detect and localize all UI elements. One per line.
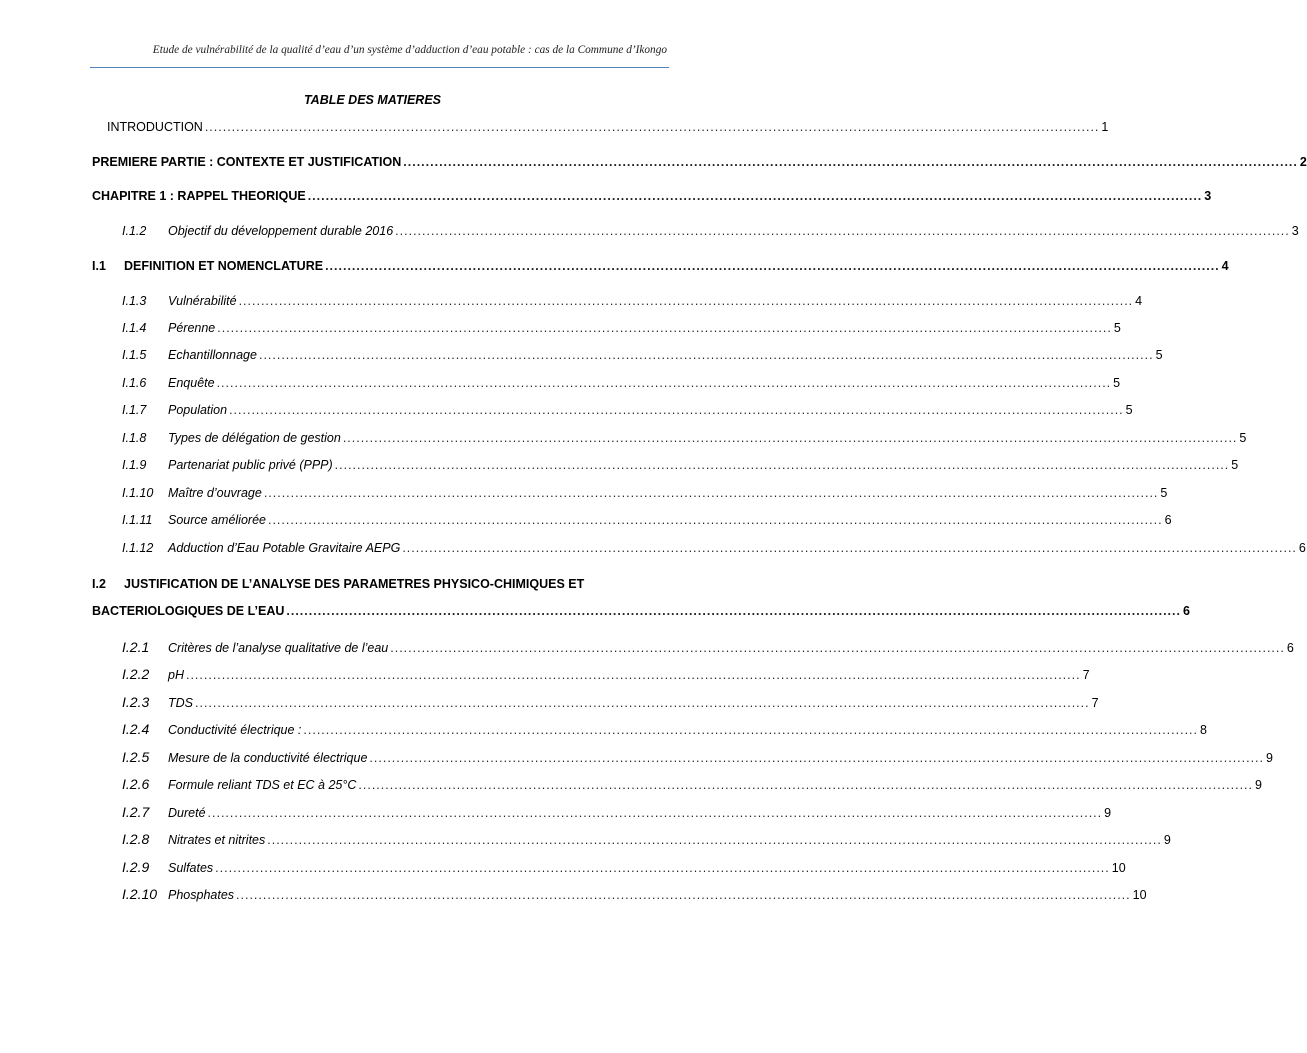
leader-dots: ........................................................................................................................................................................................................	[258, 348, 1154, 362]
toc-entry[interactable]	[122, 431, 1247, 449]
toc-entry-page: 5	[1155, 348, 1163, 362]
toc-entry-page: 2	[1299, 155, 1307, 169]
toc-entry-label: Pérenne	[168, 321, 216, 335]
leader-dots: ........................................................................................................................................................................................................	[267, 833, 1162, 847]
toc-entry-page: 6	[1286, 641, 1294, 655]
leader-dots: ........................................................................................................................................................................................................	[358, 778, 1253, 792]
leader-dots: ........................................................................................................................................................................................................	[402, 541, 1297, 555]
toc-entry-label: Vulnérabilité	[168, 294, 237, 308]
toc-entry-section-i2-line2[interactable]	[92, 604, 1190, 622]
toc-entry-label: Nitrates et nitrites	[168, 833, 266, 847]
toc-entry-label: Echantillonnage	[168, 348, 257, 362]
toc-entry-introduction[interactable]	[107, 120, 1109, 138]
toc-entry-number: I.1.6	[122, 376, 147, 390]
toc-entry[interactable]	[122, 541, 1306, 559]
toc-entry-number: I.1.8	[122, 431, 147, 445]
toc-entry-number: I.2.2	[122, 666, 150, 682]
toc-entry-label: DEFINITION ET NOMENCLATURE	[124, 259, 324, 273]
toc-entry-page: 5	[1113, 376, 1121, 390]
toc-entry-label: Critères de l’analyse qualitative de l’eau	[168, 641, 389, 655]
toc-entry-page: 9	[1163, 833, 1171, 847]
toc-entry-number: I.1.2	[122, 224, 147, 238]
toc-entry-number: I.1.7	[122, 403, 147, 417]
toc-entry-label: pH	[168, 668, 184, 682]
toc-entry[interactable]	[122, 513, 1172, 531]
toc-entry-page: 5	[1160, 486, 1168, 500]
toc-entry-page: 9	[1104, 806, 1112, 820]
leader-dots: ........................................................................................................................................................................................................	[307, 189, 1203, 203]
toc-entry-label: Phosphates	[168, 888, 235, 902]
toc-title: TABLE DES MATIERES	[303, 93, 442, 107]
leader-dots: ........................................................................................................................................................................................................	[267, 513, 1163, 527]
toc-entry-label: Enquête	[168, 376, 215, 390]
toc-entry-page: 3	[1291, 224, 1299, 238]
toc-entry-label: CHAPITRE 1 : RAPPEL THEORIQUE	[92, 189, 306, 203]
leader-dots: ........................................................................................................................................................................................................	[334, 458, 1230, 472]
toc-entry-page: 5	[1231, 458, 1239, 472]
toc-entry-number: I.1.3	[122, 294, 147, 308]
toc-entry-number: I.2.4	[122, 721, 150, 737]
toc-entry-page: 6	[1164, 513, 1172, 527]
toc-entry-section-i1[interactable]	[92, 259, 1229, 277]
toc-entry[interactable]	[122, 859, 1126, 877]
running-header: Etude de vulnérabilité de la qualité d’eau d’un système d’adduction d’eau potable : cas de la Commune d’Ikongo	[152, 44, 667, 56]
toc-entry-number: I.2.10	[122, 886, 158, 902]
toc-entry-number: I.1.10	[122, 486, 154, 500]
leader-dots: ........................................................................................................................................................................................................	[303, 723, 1198, 737]
leader-dots: ........................................................................................................................................................................................................	[229, 403, 1124, 417]
toc-entry-label: Dureté	[168, 806, 206, 820]
toc-entry[interactable]	[122, 804, 1112, 822]
toc-entry-page: 7	[1082, 668, 1090, 682]
toc-entry-number: I.2.8	[122, 831, 150, 847]
toc-entry-label: Formule reliant TDS et EC à 25°C	[168, 778, 357, 792]
toc-entry-label: BACTERIOLOGIQUES DE L’EAU	[92, 604, 285, 618]
toc-entry-page: 9	[1266, 751, 1273, 765]
leader-dots: ........................................................................................................................................................................................................	[390, 641, 1285, 655]
toc-entry-label: Sulfates	[168, 861, 214, 875]
header-rule	[90, 67, 669, 68]
leader-dots: ........................................................................................................................................................................................................	[395, 224, 1290, 238]
toc-entry-page: 7	[1091, 696, 1099, 710]
toc-entry-number: I.1.11	[122, 513, 153, 527]
toc-entry[interactable]	[122, 776, 1262, 794]
toc-entry-page: 6	[1298, 541, 1306, 555]
toc-entry-page: 3	[1204, 189, 1212, 203]
leader-dots: ........................................................................................................................................................................................................	[263, 486, 1159, 500]
toc-entry-number: I.2.7	[122, 804, 150, 820]
toc-entry-page: 5	[1239, 431, 1247, 445]
toc-entry-page: 4	[1135, 294, 1143, 308]
toc-entry-number: I.2.9	[122, 859, 150, 875]
toc-entry-page: 4	[1221, 259, 1229, 273]
toc-entry[interactable]	[122, 749, 1273, 767]
toc-entry-page: 10	[1132, 888, 1147, 902]
toc-entry-number: I.2.1	[122, 639, 150, 655]
toc-entry-part1[interactable]	[92, 155, 1307, 173]
leader-dots: ........................................................................................................................................................................................................	[207, 806, 1103, 820]
toc-entry[interactable]	[122, 376, 1121, 394]
toc-entry-page: 6	[1182, 604, 1190, 618]
toc-entry[interactable]	[122, 294, 1143, 312]
toc-entry-label: Population	[168, 403, 228, 417]
toc-entry[interactable]	[122, 886, 1147, 904]
toc-entry-label: INTRODUCTION	[107, 120, 203, 134]
leader-dots: ........................................................................................................................................................................................................	[369, 751, 1265, 765]
toc-entry-label: Source améliorée	[168, 513, 266, 527]
toc-entry[interactable]	[122, 321, 1121, 339]
leader-dots: ........................................................................................................................................................................................................	[217, 321, 1112, 335]
toc-entry-label: TDS	[168, 696, 193, 710]
toc-entry[interactable]	[122, 348, 1163, 366]
toc-entry-chapter1[interactable]	[92, 189, 1212, 207]
toc-entry[interactable]	[122, 666, 1090, 684]
toc-entry[interactable]	[122, 639, 1294, 657]
toc-entry-number: I.2.5	[122, 749, 150, 765]
toc-entry[interactable]	[122, 694, 1099, 712]
toc-entry-number: I.2.6	[122, 776, 150, 792]
toc-entry-page: 9	[1255, 778, 1262, 792]
leader-dots: ........................................................................................................................................................................................................	[216, 376, 1112, 390]
leader-dots: ........................................................................................................................................................................................................	[204, 120, 1100, 134]
toc-entry-label: Adduction d’Eau Potable Gravitaire AEPG	[168, 541, 401, 555]
toc-entry[interactable]	[122, 403, 1133, 421]
toc-entry[interactable]	[122, 721, 1207, 739]
leader-dots: ........................................................................................................................................................................................................	[342, 431, 1238, 445]
leader-dots: ........................................................................................................................................................................................................	[185, 668, 1081, 682]
toc-entry-page: 1	[1101, 120, 1109, 134]
leader-dots: ........................................................................................................................................................................................................	[403, 155, 1298, 169]
toc-entry-number: I.1.5	[122, 348, 147, 362]
toc-entry-number: I.1.4	[122, 321, 147, 335]
toc-entry-number: I.1.9	[122, 458, 147, 472]
toc-entry-i112[interactable]	[122, 224, 1299, 242]
toc-entry-label: Maître d’ouvrage	[168, 486, 262, 500]
toc-entry-label: Types de délégation de gestion	[168, 431, 341, 445]
toc-entry-number: I.1.12	[122, 541, 154, 555]
toc-entry-page: 8	[1200, 723, 1207, 737]
toc-entry-label: Mesure de la conductivité électrique	[168, 751, 368, 765]
leader-dots: ........................................................................................................................................................................................................	[286, 604, 1181, 618]
toc-entry-label: PREMIERE PARTIE : CONTEXTE ET JUSTIFICATION	[92, 155, 402, 169]
toc-entry-label: Conductivité électrique :	[168, 723, 302, 737]
leader-dots: ........................................................................................................................................................................................................	[195, 696, 1090, 710]
toc-entry[interactable]	[122, 486, 1168, 504]
toc-entry[interactable]	[122, 831, 1171, 849]
toc-entry[interactable]	[122, 458, 1239, 476]
leader-dots: ........................................................................................................................................................................................................	[325, 259, 1220, 273]
toc-entry-section-i2-line1[interactable]	[92, 577, 584, 591]
toc-entry-number: I.1	[92, 259, 106, 273]
toc-entry-page: 10	[1111, 861, 1126, 875]
toc-entry-label: JUSTIFICATION DE L’ANALYSE DES PARAMETRES PHYSICO-CHIMIQUES ET	[124, 577, 585, 591]
leader-dots: ........................................................................................................................................................................................................	[215, 861, 1110, 875]
toc-entry-label: Partenariat public privé (PPP)	[168, 458, 333, 472]
leader-dots: ........................................................................................................................................................................................................	[238, 294, 1134, 308]
leader-dots: ........................................................................................................................................................................................................	[236, 888, 1131, 902]
toc-entry-number: I.2.3	[122, 694, 150, 710]
toc-entry-number: I.2	[92, 577, 106, 591]
toc-entry-label: Objectif du développement durable 2016	[168, 224, 394, 238]
toc-entry-page: 5	[1113, 321, 1121, 335]
toc-entry-page: 5	[1125, 403, 1133, 417]
